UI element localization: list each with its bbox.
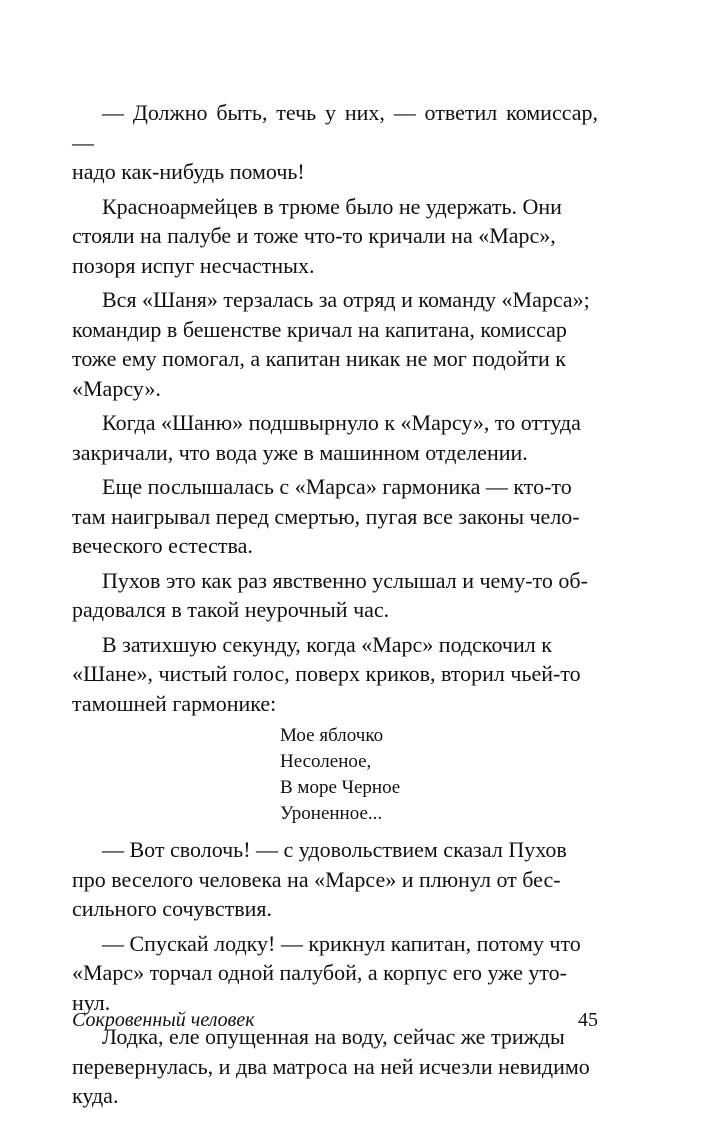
page-number: 45 [578, 1009, 598, 1031]
verse-line: Уроненное... [280, 803, 383, 824]
paragraph: Красноармейцев в трюме было не удержать. Они стояли на палубе и тоже что-то кричали на «Марс», позоря испуг несчастных. [72, 193, 562, 278]
paragraph: Вся «Шаня» терзалась за отряд и команду «Марса»; командир в бешенстве кричал на капитана, комиссар тоже ему помогал, а капитан никак не мог подойти к «Марсу». [72, 287, 590, 401]
verse-line: В море Черное [280, 777, 401, 798]
verse-line: Мое яблочко [280, 725, 384, 746]
paragraph: — Спускай лодку! — крикнул капитан, потому что «Марс» торчал одной палубой, а корпус его уже уто- нул. [72, 930, 581, 1015]
paragraph: Когда «Шаню» подшвырнуло к «Марсу», то оттуда закричали, что вода уже в машинном отделении. [72, 410, 581, 465]
verse-line: Несоленое, [280, 751, 372, 772]
paragraph: Пухов это как раз явственно услышал и чему-то об- радовался в такой неурочный час. [72, 567, 588, 622]
page-body [72, 98, 598, 1116]
paragraph: В затихшую секунду, когда «Марс» подскочил к «Шане», чистый голос, поверх криков, вторил чьей-то тамошней гармонике: [72, 631, 581, 716]
running-footer-title: Сокровенный человек [72, 1009, 255, 1031]
paragraph: — Вот сволочь! — с удовольствием сказал Пухов про веселого человека на «Марсе» и плюнул от бес- сильного сочувствия. [72, 837, 567, 921]
paragraph: Лодка, еле опущенная на воду, сейчас же трижды перевернулась, и два матроса на ней исчезли невидимо куда. [72, 1024, 590, 1108]
paragraph: Еще послышалась с «Марса» гармоника — кто-то там наигрывал перед смертью, пугая все законы чело- веческого естества. [72, 474, 580, 558]
paragraph: — Должно быть, течь у них, — ответил комиссар, — надо как-нибудь помочь! [72, 100, 598, 184]
verse-block [280, 723, 598, 827]
